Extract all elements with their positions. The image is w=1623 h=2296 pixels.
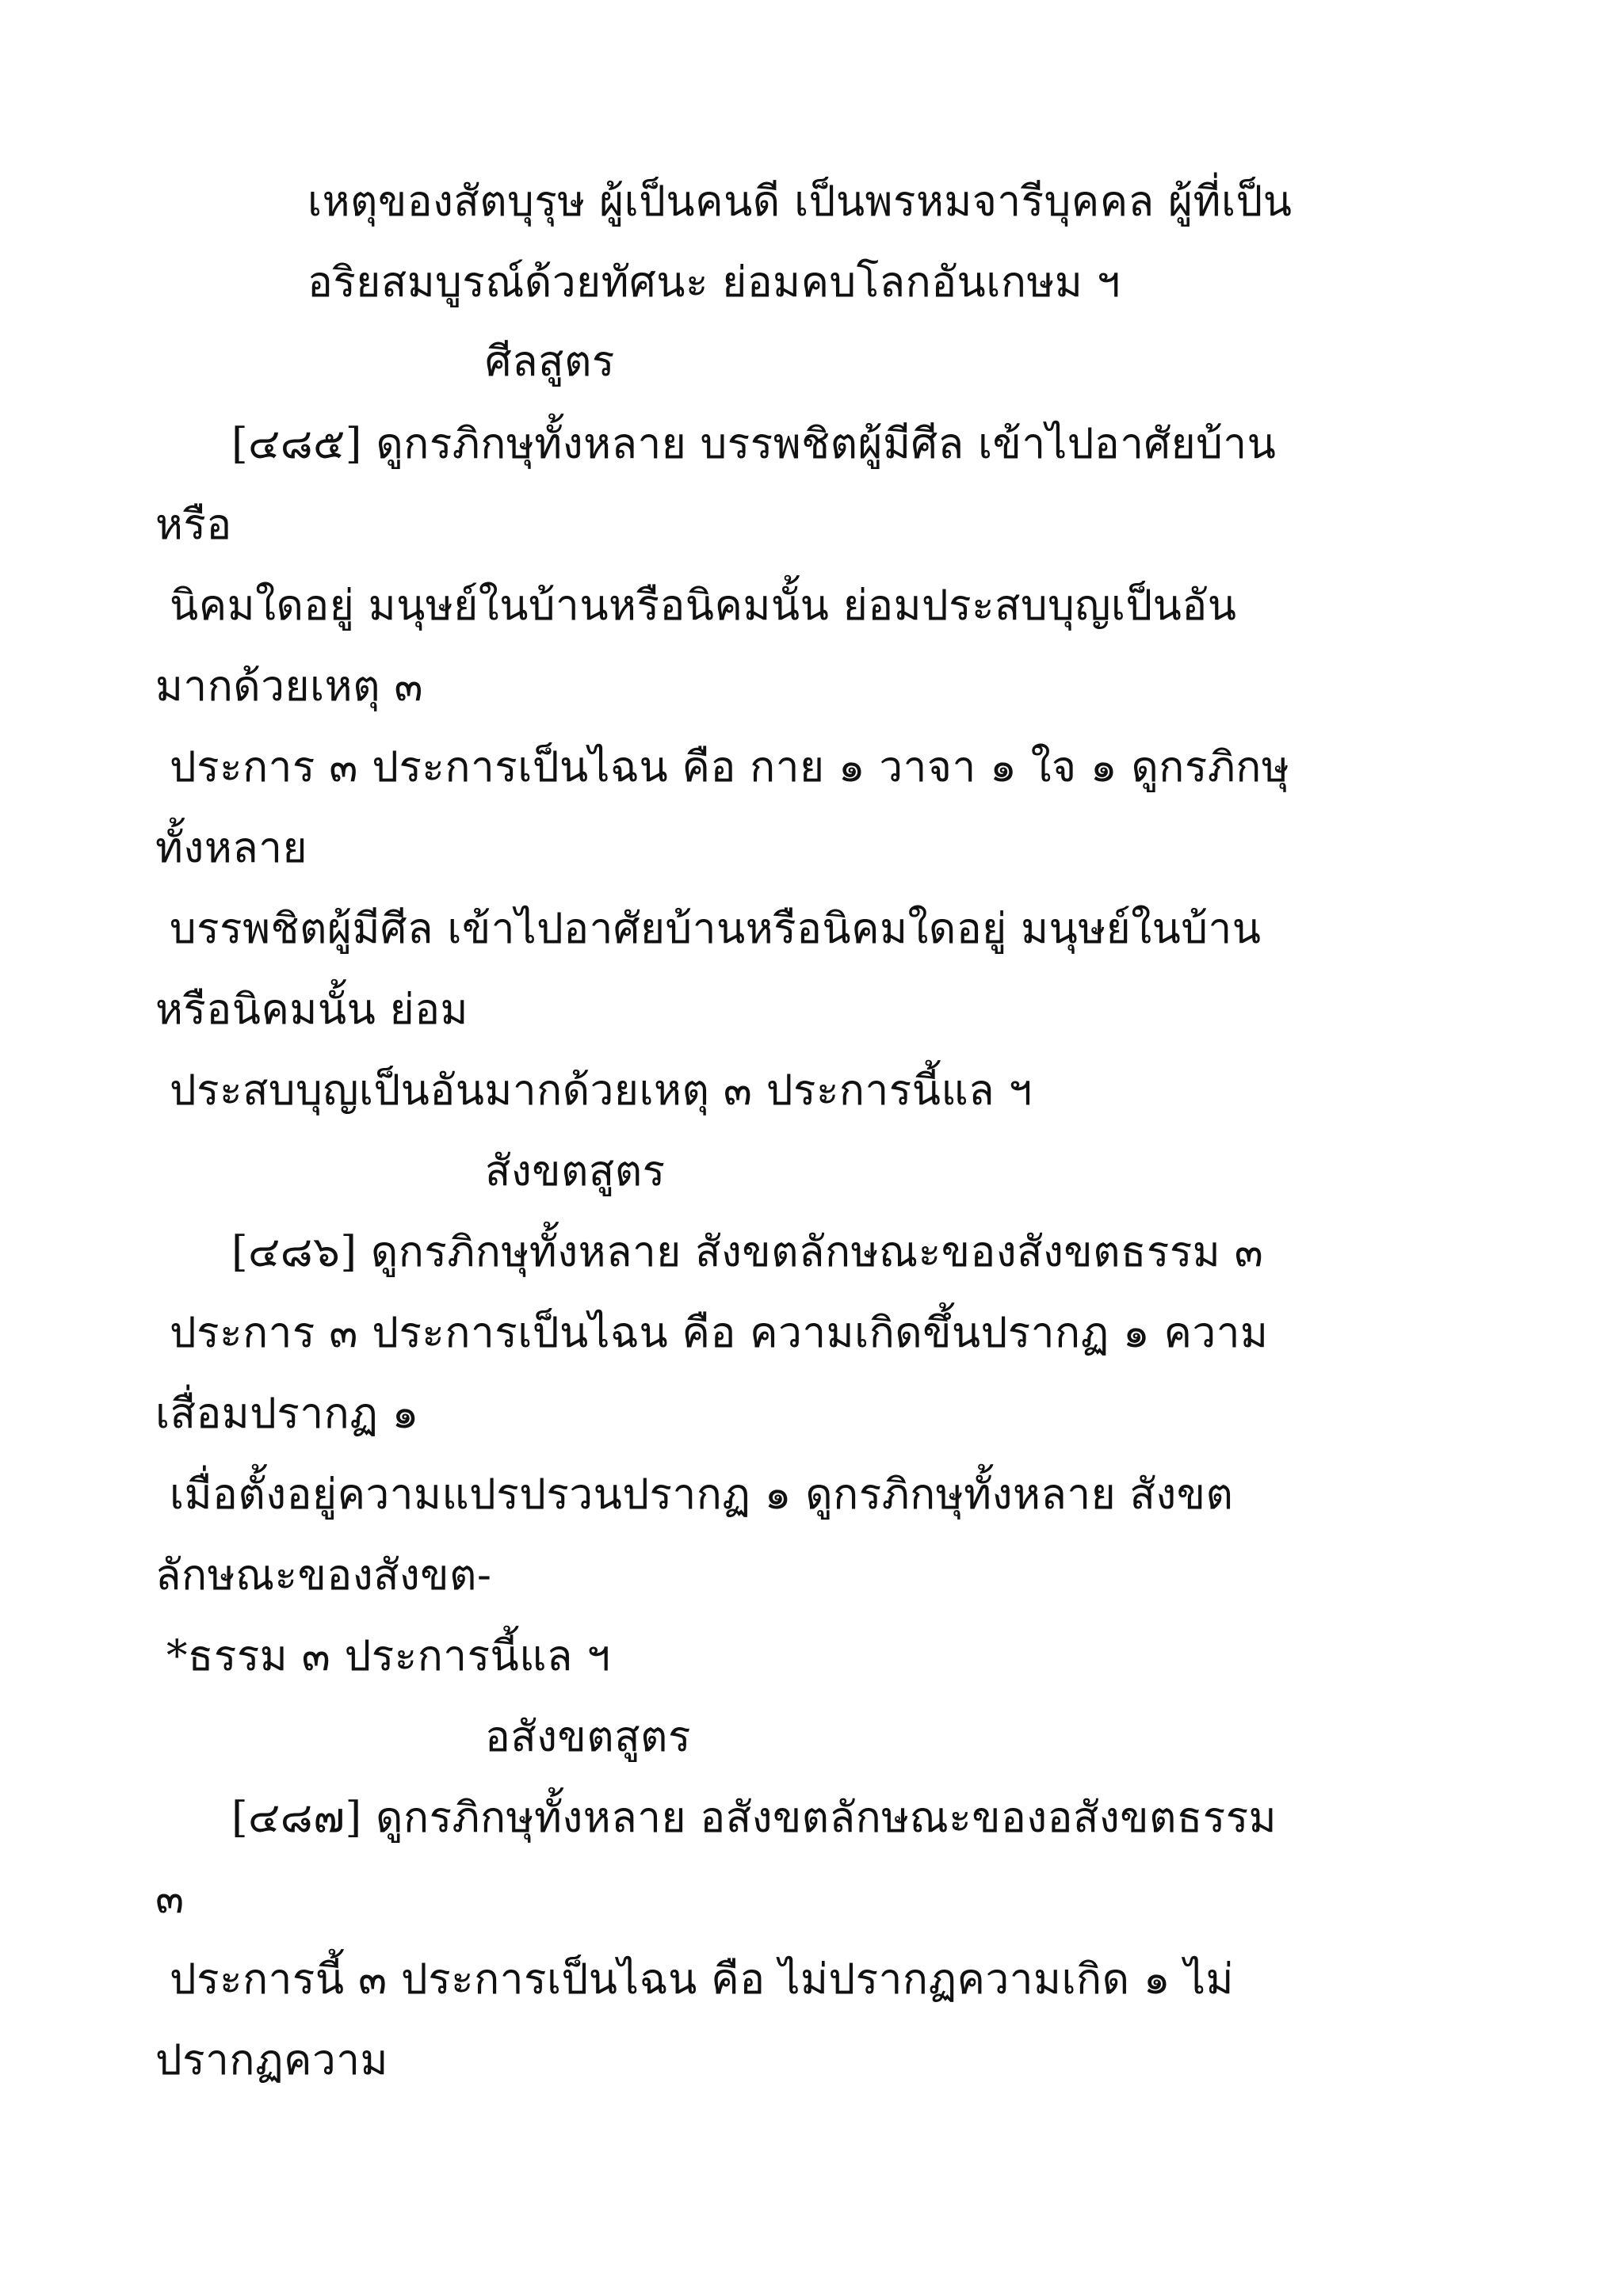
text-line: หรือ	[155, 501, 232, 549]
text-line: ๓	[155, 1875, 185, 1923]
text-line: *ธรรม ๓ ประการนี้แล ฯ	[166, 1632, 611, 1680]
text-line: บรรพชิตผู้มีศีล เข้าไปอาศัยบ้านหรือนิคมใดอยู่ มนุษย์ในบ้าน	[170, 905, 1262, 953]
text-line: ประการ ๓ ประการเป็นไฉน คือ ความเกิดขึ้นปรากฏ ๑ ความ	[170, 1309, 1269, 1357]
section-title: อสังขตสูตร	[485, 1713, 691, 1761]
text-line: เหตุของสัตบุรุษ ผู้เป็นคนดี เป็นพรหมจารีบุคคล ผู้ที่เป็น	[307, 177, 1293, 226]
text-line: อริยสมบูรณ์ด้วยทัศนะ ย่อมคบโลกอันเกษม ฯ	[307, 258, 1121, 307]
text-line: [๔๘๖] ดูกรภิกษุทั้งหลาย สังขตลักษณะของสังขตธรรม ๓	[231, 1228, 1264, 1276]
text-line: เสื่อมปรากฏ ๑	[155, 1390, 419, 1438]
text-line: [๔๘๕] ดูกรภิกษุทั้งหลาย บรรพชิตผู้มีศีล เข้าไปอาศัยบ้าน	[231, 420, 1277, 468]
text-line: ประสบบุญเป็นอันมากด้วยเหตุ ๓ ประการนี้แล ฯ	[170, 1066, 1033, 1115]
section-title: ศีลสูตร	[485, 338, 615, 386]
text-line: ปรากฏความ	[155, 2036, 388, 2084]
text-line: ทั้งหลาย	[155, 824, 308, 872]
section-title: สังขตสูตร	[485, 1147, 666, 1196]
text-line: ประการ ๓ ประการเป็นไฉน คือ กาย ๑ วาจา ๑ ใจ ๑ ดูกรภิกษุ	[170, 743, 1290, 791]
text-line: ลักษณะของสังขต-	[155, 1551, 492, 1600]
text-line: หรือนิคมนั้น ย่อม	[155, 986, 468, 1034]
text-line: มากด้วยเหตุ ๓	[155, 662, 424, 711]
text-line: นิคมใดอยู่ มนุษย์ในบ้านหรือนิคมนั้น ย่อมประสบบุญเป็นอัน	[170, 582, 1237, 630]
text-line: เมื่อตั้งอยู่ความแปรปรวนปรากฏ ๑ ดูกรภิกษุทั้งหลาย สังขต	[170, 1470, 1234, 1519]
text-line: [๔๘๗] ดูกรภิกษุทั้งหลาย อสังขตลักษณะของอสังขตธรรม	[231, 1794, 1277, 1842]
text-line: ประการนี้ ๓ ประการเป็นไฉน คือ ไม่ปรากฏความเกิด ๑ ไม่	[170, 1955, 1234, 2004]
